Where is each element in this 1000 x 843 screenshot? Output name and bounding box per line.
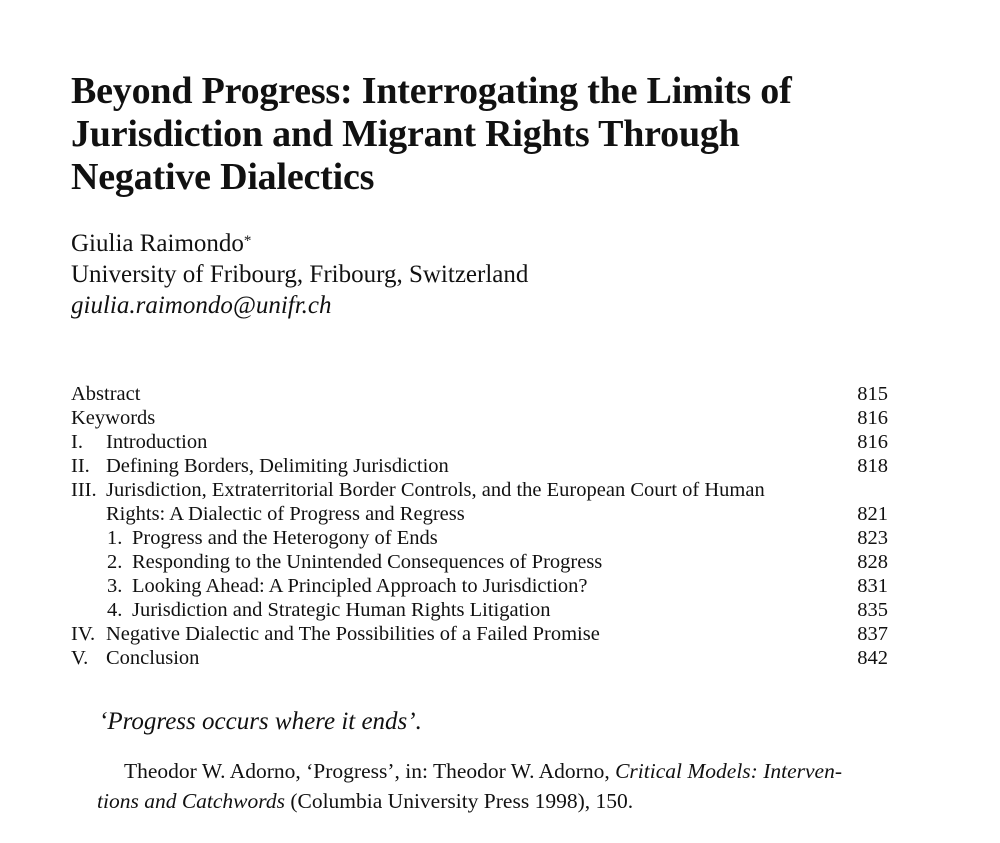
citation-line [97,786,887,816]
author-footnote-marker[interactable]: * [243,233,252,249]
toc-page-number: 823 [857,527,888,549]
toc-label: Abstract [71,383,141,405]
toc-label: Rights: A Dialectic of Progress and Regress [106,503,465,525]
toc-section-number: I. [71,431,83,453]
toc-page-number: 831 [857,575,888,597]
paper-title [71,70,891,199]
toc-page-number: 821 [857,503,888,525]
citation-book-title: Critical Models: Interven- [615,759,842,783]
author-affiliation: University of Fribourg, Fribourg, Switzerland [71,261,529,288]
toc-entry-section-4[interactable] [71,622,888,646]
toc-label: Keywords [71,407,156,429]
title-line: Negative Dialectics [71,156,375,198]
toc-subsection-number: 2. [107,551,123,573]
toc-label: Progress and the Heterogony of Ends [132,527,438,549]
toc-page-number: 815 [857,383,888,405]
author-block [71,228,528,321]
epigraph-quote: ‘Progress occurs where it ends’. [99,708,422,735]
toc-page-number: 842 [857,647,888,669]
toc-section-number: IV. [71,623,96,645]
toc-page-number: 835 [857,599,888,621]
toc-label: Responding to the Unintended Consequences of Progress [132,551,603,573]
toc-entry-keywords[interactable] [71,406,888,430]
toc-entry-section-3-4[interactable] [71,598,888,622]
author-name: Giulia Raimondo [71,230,244,257]
toc-label: Negative Dialectic and The Possibilities of a Failed Promise [106,623,600,645]
author-name-line [71,228,528,259]
citation-line [97,756,887,786]
toc-label: Jurisdiction, Extraterritorial Border Controls, and the European Court of Human [106,479,765,501]
toc-entry-section-3[interactable] [71,478,888,502]
toc-section-number: V. [71,647,89,669]
toc-section-number: III. [71,479,97,501]
title-line: Beyond Progress: Interrogating the Limits of [71,70,792,112]
epigraph-citation [97,756,887,816]
toc-page-number: 818 [857,455,888,477]
table-of-contents [71,382,888,670]
title-line: Jurisdiction and Migrant Rights Through [71,113,740,155]
toc-page-number: 816 [857,407,888,429]
toc-page-number: 816 [857,431,888,453]
toc-label: Jurisdiction and Strategic Human Rights Litigation [132,599,551,621]
toc-subsection-number: 3. [107,575,123,597]
toc-entry-abstract[interactable] [71,382,888,406]
toc-entry-section-1[interactable] [71,430,888,454]
toc-entry-section-3-1[interactable] [71,526,888,550]
toc-page-number: 837 [857,623,888,645]
toc-section-number: II. [71,455,90,477]
toc-page-number: 828 [857,551,888,573]
toc-label: Defining Borders, Delimiting Jurisdiction [106,455,449,477]
toc-label: Introduction [106,431,208,453]
toc-entry-section-3-continued[interactable] [71,502,888,526]
toc-entry-section-3-3[interactable] [71,574,888,598]
toc-entry-section-2[interactable] [71,454,888,478]
author-email[interactable]: giulia.raimondo@unifr.ch [71,292,332,319]
citation-book-title: tions and Catchwords [97,789,285,813]
citation-text: Theodor W. Adorno, ‘Progress’, in: Theodor W. Adorno, [124,759,616,783]
toc-label: Looking Ahead: A Principled Approach to Jurisdiction? [132,575,588,597]
toc-subsection-number: 4. [107,599,123,621]
toc-label: Conclusion [106,647,200,669]
citation-text: (Columbia University Press 1998), 150. [284,789,634,813]
toc-subsection-number: 1. [107,527,123,549]
toc-entry-section-3-2[interactable] [71,550,888,574]
toc-entry-section-5[interactable] [71,646,888,670]
